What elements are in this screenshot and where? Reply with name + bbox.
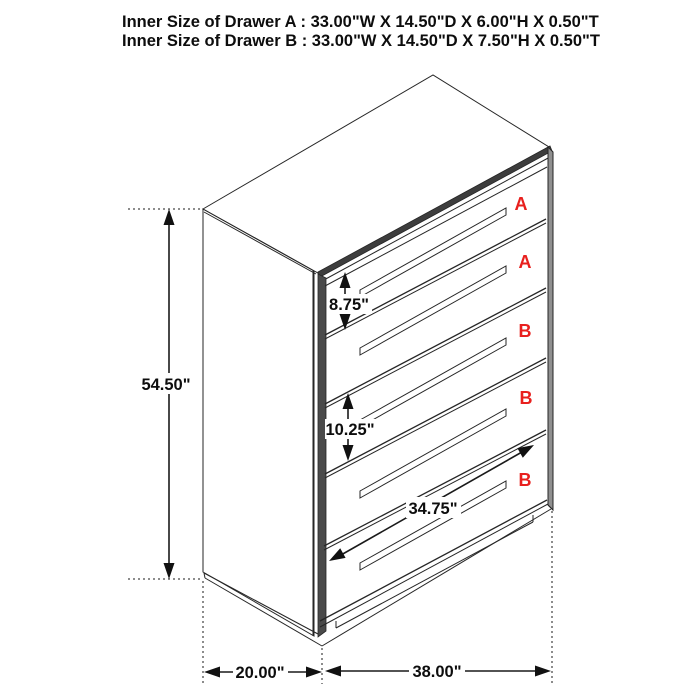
drawer-4-label: B [519,388,533,408]
width-dimension-label: 38.00" [412,663,462,681]
drawer-5-label: B [518,470,532,490]
cabinet-left-side [203,209,322,646]
drawer-width-label: 34.75" [408,500,458,518]
cabinet-left-edge-band [318,274,326,637]
cabinet-drawing [203,75,553,646]
height-dimension-label: 54.50" [141,376,191,394]
drawer-handle [360,481,506,570]
drawer-divider [325,358,546,478]
drawer-handle [360,409,506,498]
drawer-fronts [320,167,553,646]
dimension-width [325,511,552,684]
cabinet-right-edge [548,147,553,510]
drawer-a-height-label: 8.75" [329,296,369,314]
drawer-3-label: B [518,321,532,341]
drawer-handle [360,266,506,355]
header-note [122,13,600,50]
dimension-drawer-width [329,445,534,561]
drawer-a-size-note: Inner Size of Drawer A : 33.00"W X 14.50"D X 6.00"H X 0.50"T [122,13,599,31]
drawer-handle [360,208,506,297]
dimension-height [128,209,202,579]
base-band [320,500,553,646]
dimension-depth [203,581,322,684]
drawer-2-label: A [518,252,532,272]
drawer-b-height-label: 10.25" [325,421,375,439]
drawer-divider [325,219,546,339]
depth-dimension-label: 20.00" [235,664,285,682]
drawer-1-label: A [514,194,528,214]
drawer-b-size-note: Inner Size of Drawer B : 33.00"W X 14.50"D X 7.50"H X 0.50"T [122,32,600,50]
dimension-drawer-a-height [327,272,372,330]
